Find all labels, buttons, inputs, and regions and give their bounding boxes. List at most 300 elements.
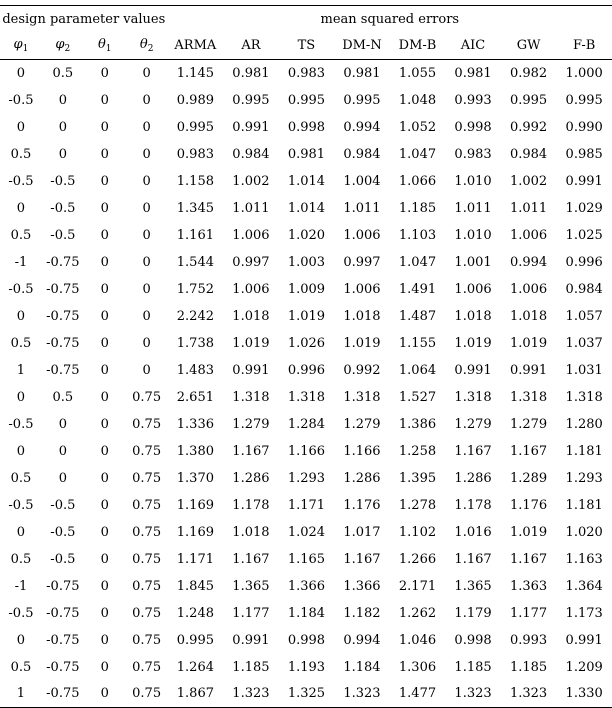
table-row (0, 465, 612, 492)
table-cell: 0 (16, 443, 26, 459)
col-header-f-b: F-B (556, 32, 612, 60)
table-cell: -0.75 (46, 605, 80, 621)
design-parameters-group-header: design parameter values (0, 6, 168, 33)
table-cell: 0 (142, 335, 151, 351)
table-cell: -0.5 (50, 173, 76, 189)
table-cell: 0.5 (10, 227, 32, 243)
table-cell: 1.173 (565, 605, 603, 621)
table-cell: 1.006 (509, 227, 548, 243)
table-cell: 1.037 (565, 335, 603, 351)
table-cell: 1.018 (343, 308, 381, 324)
table-cell: 0 (58, 119, 67, 135)
table-cell: 0 (58, 92, 67, 108)
table-row (0, 276, 612, 303)
table-cell: 1.014 (287, 200, 326, 216)
table-cell: 0.995 (343, 92, 381, 108)
table-cell: 1.004 (343, 173, 381, 189)
table-cell: 1.323 (334, 681, 390, 708)
table-cell: 1.325 (279, 681, 335, 708)
table-cell: 1.286 (343, 470, 381, 486)
table-cell: 0.75 (132, 605, 162, 621)
table-cell: 0 (100, 578, 109, 594)
table-cell: 1.752 (176, 281, 214, 297)
table-cell: 1.185 (232, 659, 270, 675)
table-cell: 0 (100, 605, 109, 621)
table-cell: 0 (58, 443, 67, 459)
table-cell: 1.031 (565, 362, 603, 378)
table-cell: 0.983 (287, 65, 326, 81)
table-cell: -0.5 (50, 524, 76, 540)
table-cell: 0 (16, 389, 26, 405)
table-cell: 1.370 (176, 470, 214, 486)
table-row (0, 60, 612, 87)
table-cell: 1.018 (454, 308, 492, 324)
table-cell: 0.992 (509, 119, 548, 135)
table-cell: 0.984 (509, 146, 548, 162)
table-cell: 1.184 (343, 659, 381, 675)
header-group-row (0, 6, 612, 33)
table-cell: 1.010 (454, 227, 492, 243)
table-cell: -0.5 (50, 497, 76, 513)
table-cell: 0 (16, 308, 26, 324)
table-cell: 0.998 (287, 119, 326, 135)
table-cell: 0.5 (10, 551, 32, 567)
table-cell: 0.995 (565, 92, 603, 108)
table-cell: 0 (142, 362, 151, 378)
table-cell: 1.006 (343, 227, 381, 243)
table-row (0, 141, 612, 168)
table-cell: 1.003 (287, 254, 326, 270)
table-cell: 0.75 (132, 551, 162, 567)
table-cell: 1.527 (398, 389, 437, 405)
table-cell: 1.318 (232, 389, 270, 405)
table-cell: 0.75 (132, 524, 162, 540)
table-cell: 0.991 (565, 632, 603, 648)
table-cell: -0.5 (8, 605, 34, 621)
table-row (0, 357, 612, 384)
table-cell: 1.284 (287, 416, 326, 432)
table-cell: 1.181 (565, 497, 603, 513)
col-header-phi1: $\varphi_1$ (0, 32, 42, 60)
table-cell: 0 (16, 632, 26, 648)
table-cell: 1.318 (509, 389, 548, 405)
table-cell: 1.169 (176, 524, 214, 540)
table-cell: 0 (100, 227, 109, 243)
table-cell: 0 (58, 470, 67, 486)
table-cell: 0 (142, 65, 151, 81)
table-cell: 0 (100, 389, 109, 405)
table-cell: -0.75 (46, 632, 80, 648)
table-row (0, 546, 612, 573)
table-cell: -0.75 (46, 281, 80, 297)
col-header-aic: AIC (445, 32, 501, 60)
table-cell: 1.286 (454, 470, 492, 486)
table-cell: 1.046 (398, 632, 437, 648)
table-cell: 1.103 (398, 227, 437, 243)
table-cell: 1.395 (398, 470, 437, 486)
table-cell: 0 (100, 92, 109, 108)
table-cell: 0.991 (232, 362, 270, 378)
table-cell: -1 (14, 578, 28, 594)
table-cell: 1.323 (445, 681, 501, 708)
table-cell: 1.181 (565, 443, 603, 459)
table-cell: 0.998 (287, 632, 326, 648)
table-cell: 1.167 (454, 551, 492, 567)
table-cell: 1.286 (232, 470, 270, 486)
column-header-row (0, 32, 612, 60)
table-cell: 1.171 (287, 497, 326, 513)
table-cell: 2.242 (176, 308, 214, 324)
table-cell: 1.066 (398, 173, 437, 189)
table-row (0, 600, 612, 627)
col-header-dm-n: DM-N (334, 32, 390, 60)
table-cell: 1.169 (176, 497, 214, 513)
table-cell: 1.177 (509, 605, 548, 621)
table-cell: 0 (100, 119, 109, 135)
table-row (0, 249, 612, 276)
table-cell: 0 (16, 524, 26, 540)
table-cell: 1.014 (287, 173, 326, 189)
table-cell: 0 (100, 362, 109, 378)
table-cell: 1.182 (343, 605, 381, 621)
table-cell: 1.010 (454, 173, 492, 189)
table-cell: 1.867 (168, 681, 224, 708)
table-cell: 1.477 (390, 681, 446, 708)
table-row (0, 627, 612, 654)
table-cell: 1.193 (287, 659, 326, 675)
table-cell: 1.167 (343, 551, 381, 567)
table-cell: 1.289 (509, 470, 548, 486)
col-header-ar: AR (223, 32, 279, 60)
table-cell: 0.983 (454, 146, 492, 162)
table-cell: 0.982 (509, 65, 548, 81)
table-cell: 1.177 (232, 605, 270, 621)
table-cell: 1.279 (343, 416, 381, 432)
table-cell: 1.544 (176, 254, 214, 270)
table-cell: -0.75 (46, 578, 80, 594)
col-header-dm-b: DM-B (390, 32, 446, 60)
table-cell: -0.75 (46, 308, 80, 324)
table-cell: 0.995 (176, 119, 214, 135)
table-cell: 1.176 (343, 497, 381, 513)
table-row (0, 168, 612, 195)
table-cell: 1.166 (287, 443, 326, 459)
table-cell: 0 (84, 681, 126, 708)
table-cell: 0.997 (232, 254, 270, 270)
table-row (0, 87, 612, 114)
table-cell: 0.992 (343, 362, 381, 378)
table-cell: 1.102 (398, 524, 437, 540)
table-cell: 0 (100, 659, 109, 675)
table-cell: 1.057 (565, 308, 603, 324)
table-cell: 1.279 (509, 416, 548, 432)
table-cell: 1.165 (287, 551, 326, 567)
table-cell: -1 (14, 254, 28, 270)
table-cell: 0.991 (565, 173, 603, 189)
table-cell: 1.248 (176, 605, 214, 621)
table-cell: -0.5 (8, 92, 34, 108)
col-header-theta2: $\theta_2$ (126, 32, 168, 60)
table-cell: 1.024 (287, 524, 326, 540)
table-cell: 1.009 (287, 281, 326, 297)
table-cell: 1.048 (398, 92, 437, 108)
mse-results-table (0, 5, 612, 708)
table-cell: 0 (100, 146, 109, 162)
table-cell: 0 (100, 524, 109, 540)
table-cell: 1.318 (343, 389, 381, 405)
table-cell: 0 (100, 173, 109, 189)
table-row (0, 681, 612, 708)
table-cell: 1.167 (232, 551, 270, 567)
table-row (0, 438, 612, 465)
table-cell: 1.155 (398, 335, 437, 351)
table-cell: 1.171 (176, 551, 214, 567)
table-cell: -0.5 (50, 200, 76, 216)
table-cell: 0 (142, 308, 151, 324)
table-cell: 0.75 (132, 416, 162, 432)
table-cell: 0.75 (132, 497, 162, 513)
table-cell: 1.017 (343, 524, 381, 540)
table-cell: 1.006 (509, 281, 548, 297)
table-cell: -0.5 (50, 551, 76, 567)
table-cell: 0.75 (132, 659, 162, 675)
table-cell: 1.323 (223, 681, 279, 708)
table-cell: 0.991 (454, 362, 492, 378)
table-cell: 0 (16, 200, 26, 216)
table-cell: 1.845 (176, 578, 214, 594)
table-cell: 1.279 (232, 416, 270, 432)
table-cell: 0 (100, 65, 109, 81)
table-cell: 0 (142, 200, 151, 216)
table-cell: 0.981 (454, 65, 492, 81)
table-cell: 1.019 (343, 335, 381, 351)
table-cell: 0.995 (232, 92, 270, 108)
table-cell: 1.000 (565, 65, 603, 81)
table-cell: -0.5 (50, 227, 76, 243)
table-row (0, 492, 612, 519)
table-cell: 1.047 (398, 146, 437, 162)
table-row (0, 411, 612, 438)
table-cell: 0 (58, 416, 67, 432)
table-cell: 1.018 (232, 524, 270, 540)
table-cell: 1.019 (287, 308, 326, 324)
table-cell: 0.5 (10, 335, 32, 351)
table-cell: 1.278 (398, 497, 437, 513)
table-cell: 1.020 (565, 524, 603, 540)
table-cell: -0.75 (46, 362, 80, 378)
table-cell: 1.011 (509, 200, 548, 216)
table-cell: 1.019 (232, 335, 270, 351)
table-cell: 0 (100, 308, 109, 324)
table-cell: 1.264 (176, 659, 214, 675)
table-cell: 1.166 (343, 443, 381, 459)
table-cell: 0.995 (287, 92, 326, 108)
table-cell: 1.318 (454, 389, 492, 405)
col-header-phi2: $\varphi_2$ (42, 32, 84, 60)
table-cell: 1.336 (176, 416, 214, 432)
table-cell: 0.991 (232, 119, 270, 135)
table-cell: 0.985 (565, 146, 603, 162)
table-cell: 0.989 (176, 92, 214, 108)
table-row (0, 573, 612, 600)
table-cell: 0 (142, 92, 151, 108)
col-header-ts: TS (279, 32, 335, 60)
table-cell: 0 (16, 65, 26, 81)
table-cell: 0 (142, 173, 151, 189)
table-cell: 1.365 (232, 578, 270, 594)
table-cell: 0 (142, 119, 151, 135)
table-cell: 1.016 (454, 524, 492, 540)
table-cell: 0.5 (10, 470, 32, 486)
table-cell: 1.011 (232, 200, 270, 216)
col-header-arma: ARMA (168, 32, 224, 60)
table-cell: 1.323 (501, 681, 557, 708)
table-header (0, 6, 612, 60)
table-cell: 0.75 (126, 681, 168, 708)
table-row (0, 222, 612, 249)
table-cell: 1.185 (398, 200, 437, 216)
table-cell: 0.998 (454, 632, 492, 648)
table-body (0, 60, 612, 708)
table-cell: 1.178 (454, 497, 492, 513)
table-cell: 1.487 (398, 308, 437, 324)
table-cell: 0.981 (232, 65, 270, 81)
table-cell: 1.006 (454, 281, 492, 297)
table-cell: 0 (100, 335, 109, 351)
table-cell: 1.167 (454, 443, 492, 459)
table-cell: 0 (100, 281, 109, 297)
table-cell: 1 (0, 681, 42, 708)
table-cell: 0 (100, 200, 109, 216)
table-cell: 1.018 (232, 308, 270, 324)
table-cell: 1.055 (398, 65, 437, 81)
table-row (0, 384, 612, 411)
table-cell: 0.75 (132, 389, 162, 405)
table-cell: 0 (142, 281, 151, 297)
table-cell: 1.167 (509, 551, 548, 567)
table-cell: 0 (58, 146, 67, 162)
table-cell: 1.306 (398, 659, 437, 675)
table-cell: 1.280 (565, 416, 603, 432)
table-cell: 0.994 (343, 119, 381, 135)
table-cell: 0 (100, 416, 109, 432)
table-cell: 1.025 (565, 227, 603, 243)
table-cell: 1.293 (565, 470, 603, 486)
table-cell: -0.75 (42, 681, 84, 708)
table-cell: 0.75 (132, 443, 162, 459)
table-cell: 0 (100, 632, 109, 648)
table-cell: 0.981 (343, 65, 381, 81)
table-cell: -0.5 (8, 173, 34, 189)
results-table-container (0, 5, 612, 708)
table-cell: 1.176 (509, 497, 548, 513)
table-cell: 1.366 (287, 578, 326, 594)
table-cell: 1.002 (509, 173, 548, 189)
table-cell: 0.995 (176, 632, 214, 648)
table-cell: 1.185 (454, 659, 492, 675)
table-cell: 0.994 (343, 632, 381, 648)
table-cell: -0.75 (46, 659, 80, 675)
table-cell: 1.018 (509, 308, 548, 324)
table-cell: 1.002 (232, 173, 270, 189)
table-cell: 0.998 (454, 119, 492, 135)
table-cell: 1.483 (176, 362, 214, 378)
col-header-theta1: $\theta_1$ (84, 32, 126, 60)
table-cell: 0 (100, 497, 109, 513)
table-cell: 1.318 (565, 389, 603, 405)
table-cell: -0.5 (8, 281, 34, 297)
table-cell: 0.990 (565, 119, 603, 135)
table-cell: 0 (142, 254, 151, 270)
table-cell: 1.366 (343, 578, 381, 594)
table-cell: 0.993 (454, 92, 492, 108)
table-cell: 1.006 (232, 281, 270, 297)
table-cell: 1.258 (398, 443, 437, 459)
table-cell: 1.318 (287, 389, 326, 405)
table-cell: 1.293 (287, 470, 326, 486)
table-cell: 0.5 (10, 146, 32, 162)
table-cell: -0.5 (8, 416, 34, 432)
table-cell: 0.996 (565, 254, 603, 270)
table-cell: 0.995 (509, 92, 548, 108)
table-cell: 0.5 (10, 659, 32, 675)
table-cell: 1.029 (565, 200, 603, 216)
table-cell: 1.364 (565, 578, 603, 594)
table-cell: 0.984 (343, 146, 381, 162)
table-cell: 1.178 (232, 497, 270, 513)
table-cell: 0.981 (287, 146, 326, 162)
table-cell: 1.052 (398, 119, 437, 135)
table-cell: 0 (100, 443, 109, 459)
table-row (0, 114, 612, 141)
col-header-gw: GW (501, 32, 557, 60)
table-cell: 1.345 (176, 200, 214, 216)
table-row (0, 330, 612, 357)
table-cell: 1.738 (176, 335, 214, 351)
table-cell: 1.167 (509, 443, 548, 459)
table-cell: 1.330 (556, 681, 612, 708)
table-cell: 0.984 (232, 146, 270, 162)
table-cell: 1.380 (176, 443, 214, 459)
table-cell: 1.279 (454, 416, 492, 432)
table-cell: 1 (16, 362, 26, 378)
table-cell: 2.171 (398, 578, 437, 594)
table-cell: 1.491 (398, 281, 437, 297)
table-cell: 1.019 (509, 335, 548, 351)
table-cell: 2.651 (176, 389, 214, 405)
table-cell: 0.75 (132, 632, 162, 648)
table-cell: 1.001 (454, 254, 492, 270)
table-cell: 0 (100, 551, 109, 567)
table-cell: 0 (100, 254, 109, 270)
mse-group-header: mean squared errors (168, 6, 612, 33)
table-cell: 0.996 (287, 362, 326, 378)
table-cell: 0 (16, 119, 26, 135)
table-row (0, 195, 612, 222)
table-cell: 1.026 (287, 335, 326, 351)
table-cell: -0.75 (46, 335, 80, 351)
table-cell: -0.5 (8, 497, 34, 513)
table-cell: 0.983 (176, 146, 214, 162)
table-cell: 0 (142, 227, 151, 243)
table-cell: 1.184 (287, 605, 326, 621)
table-cell: 0.994 (509, 254, 548, 270)
table-cell: 0 (142, 146, 151, 162)
table-row (0, 519, 612, 546)
table-cell: 0.993 (509, 632, 548, 648)
table-cell: 1.363 (509, 578, 548, 594)
table-cell: 0.75 (132, 578, 162, 594)
